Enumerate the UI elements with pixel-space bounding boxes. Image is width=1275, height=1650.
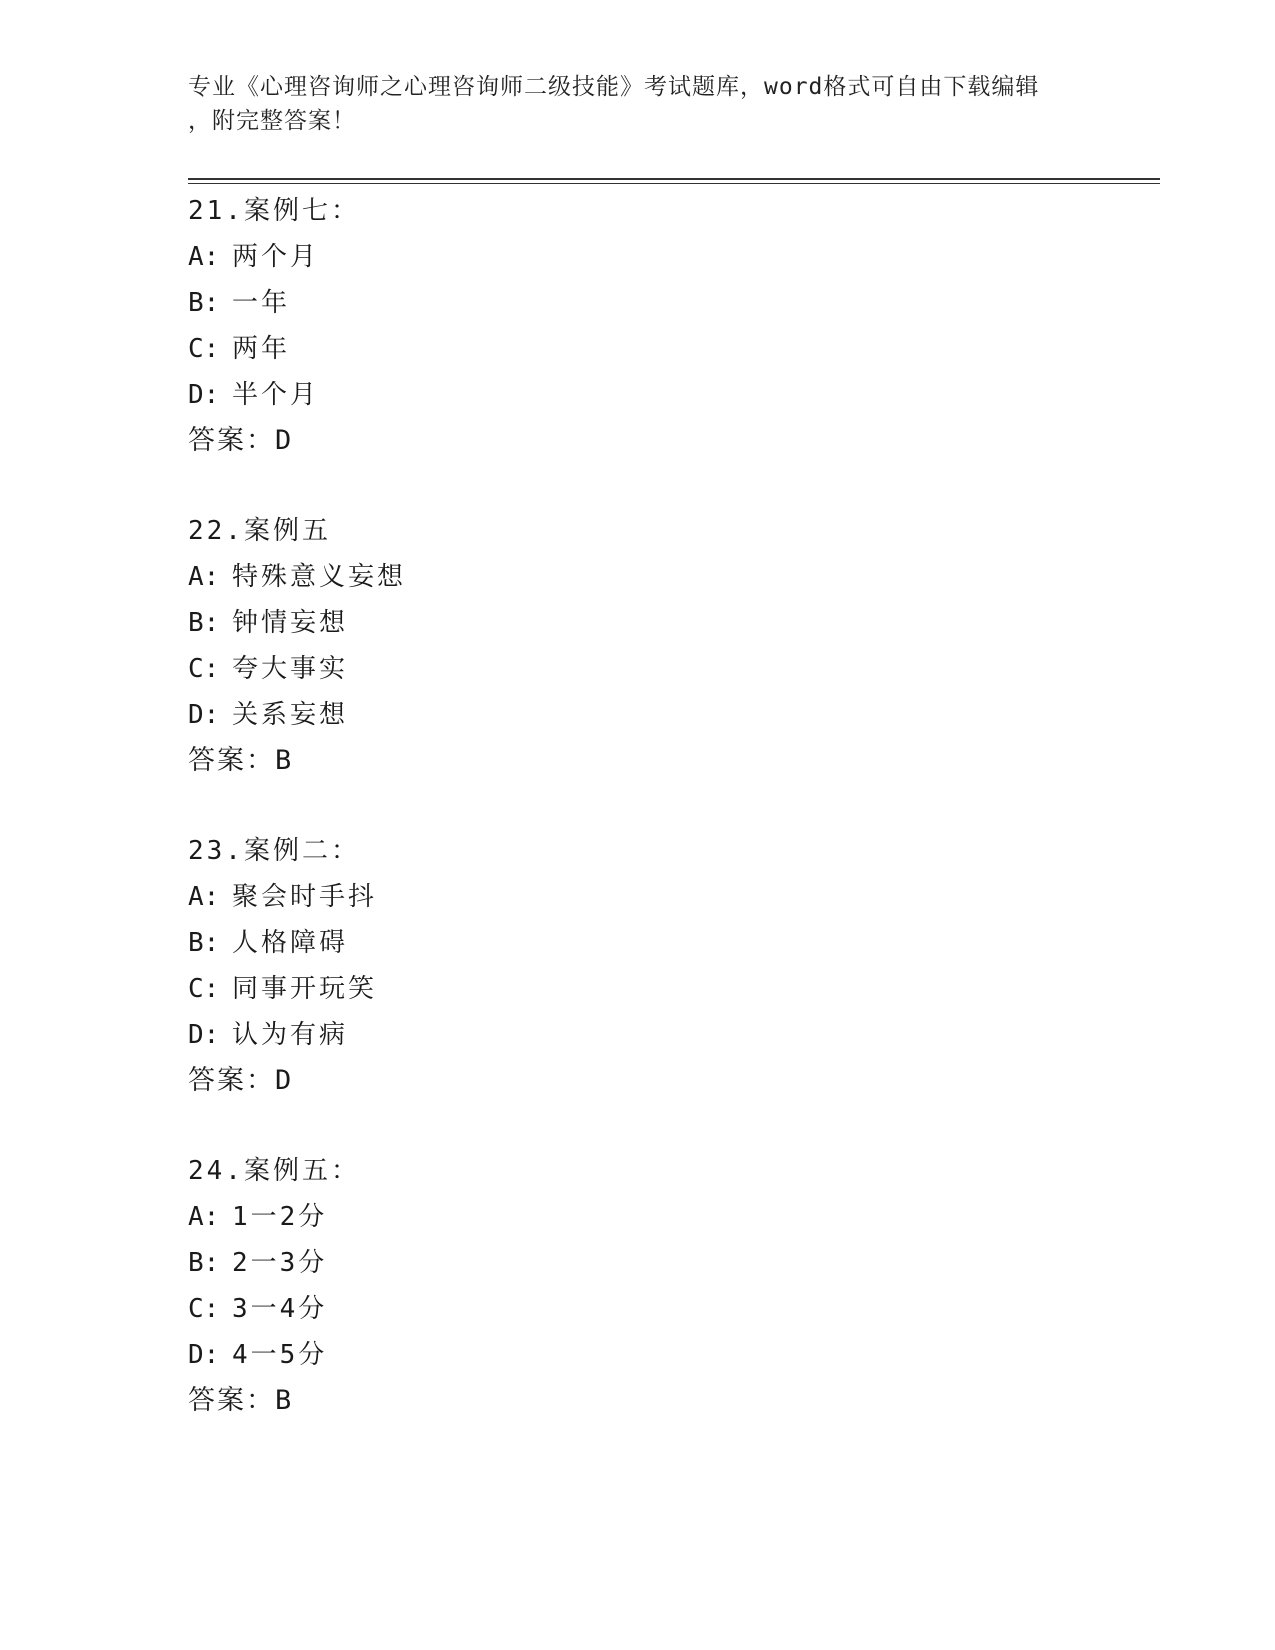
option-text: 钟情妄想 [232,608,349,638]
option-d [188,1012,1088,1058]
header-divider-thin [188,183,1160,184]
option-text: 两个月 [232,242,320,272]
option-text: 认为有病 [232,1020,349,1050]
option-b [188,1240,1088,1286]
option-key: A: [188,1202,220,1232]
option-d [188,692,1088,738]
option-d [188,372,1088,418]
option-key: D: [188,700,220,730]
header-line-2: ，附完整答案！ [188,108,356,134]
option-d [188,1332,1088,1378]
option-key: C: [188,334,220,364]
option-a [188,1194,1088,1240]
option-text: 夸大事实 [232,654,349,684]
question-title: 24.案例五： [188,1156,360,1186]
question-21 [188,188,1088,464]
question-title: 22.案例五 [188,516,331,546]
answer-line: 答案：B [188,745,294,776]
option-key: C: [188,1294,220,1324]
option-text: 2一3分 [232,1248,328,1278]
question-23 [188,828,1088,1104]
question-24 [188,1148,1088,1424]
option-key: C: [188,654,220,684]
option-text: 特殊意义妄想 [232,562,407,592]
option-text: 人格障碍 [232,928,349,958]
option-b [188,600,1088,646]
option-key: B: [188,1248,220,1278]
option-text: 关系妄想 [232,700,349,730]
option-key: A: [188,882,220,912]
option-key: C: [188,974,220,1004]
option-key: A: [188,242,220,272]
option-text: 聚会时手抖 [232,882,378,912]
option-key: A: [188,562,220,592]
option-c [188,326,1088,372]
option-a [188,234,1088,280]
question-title: 21.案例七： [188,196,360,226]
header-divider-thick [188,178,1160,180]
option-c [188,1286,1088,1332]
option-text: 两年 [232,334,291,364]
option-key: D: [188,380,220,410]
answer-line: 答案：D [188,425,294,456]
option-c [188,646,1088,692]
option-b [188,920,1088,966]
option-b [188,280,1088,326]
option-key: B: [188,608,220,638]
answer-line: 答案：D [188,1065,294,1096]
option-text: 同事开玩笑 [232,974,378,1004]
option-text: 3一4分 [232,1294,328,1324]
option-key: D: [188,1340,220,1370]
option-text: 一年 [232,288,291,318]
option-a [188,874,1088,920]
question-title: 23.案例二： [188,836,360,866]
option-key: D: [188,1020,220,1050]
option-c [188,966,1088,1012]
option-text: 1一2分 [232,1202,328,1232]
option-key: B: [188,928,220,958]
answer-line: 答案：B [188,1385,294,1416]
question-22 [188,508,1088,784]
document-header [188,70,1088,138]
option-text: 4一5分 [232,1340,328,1370]
option-key: B: [188,288,220,318]
option-text: 半个月 [232,380,320,410]
option-a [188,554,1088,600]
header-line-1: 专业《心理咨询师之心理咨询师二级技能》考试题库，word格式可自由下载编辑 [188,74,1040,100]
